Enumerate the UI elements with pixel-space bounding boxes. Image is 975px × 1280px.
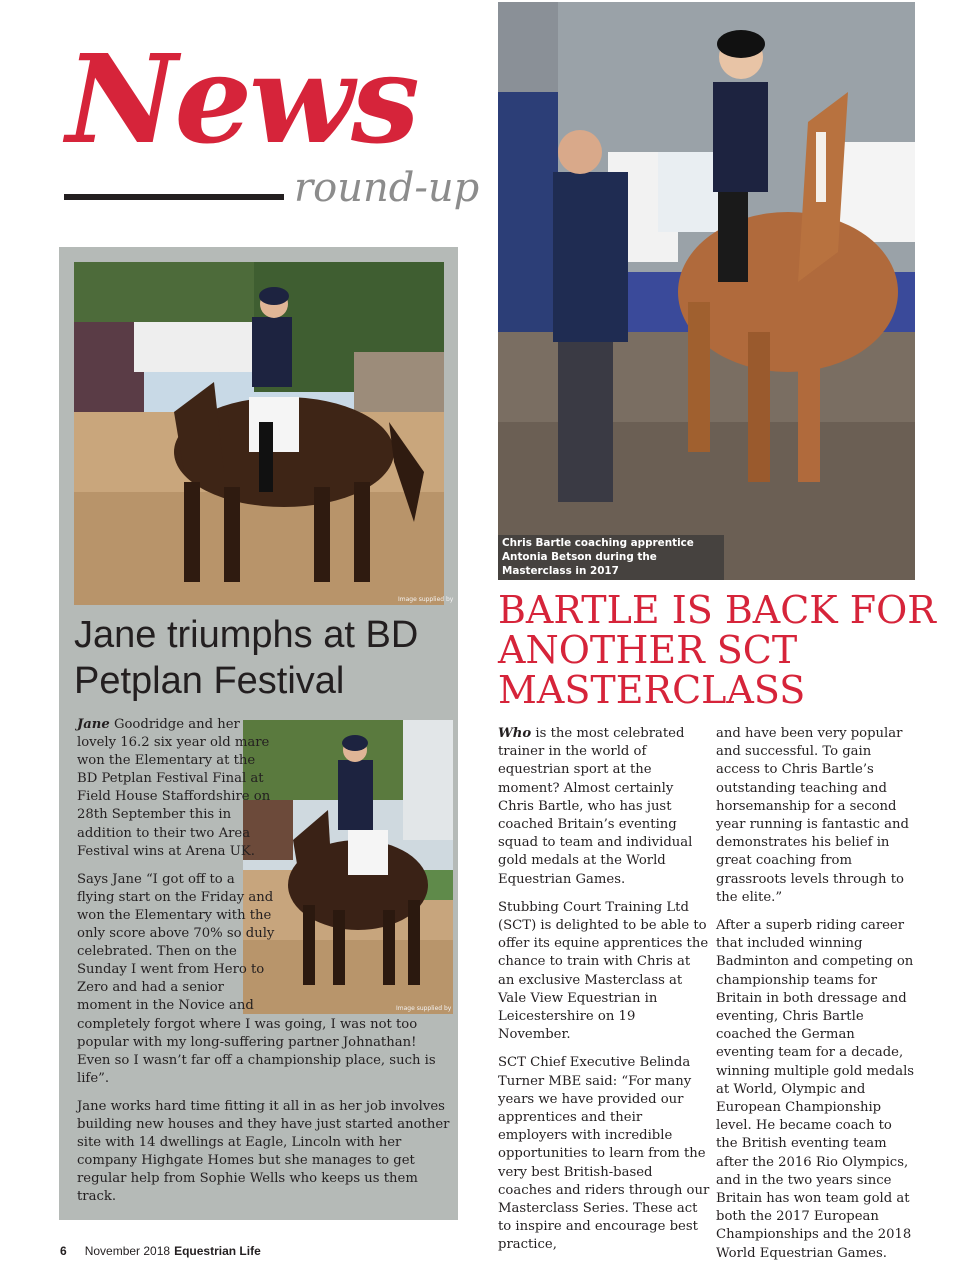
masthead-title: News [66, 27, 417, 171]
bartle-paragraph-1: Who is the most celebrated trainer in the world of equestrian sport at the moment? Almost certainly Chris Bartle, who has just coached Britain’s eventing squad to team and individual gold medals at the World Equestrian Games. [498, 726, 693, 887]
masthead-subtitle: round-up [294, 165, 480, 211]
jane-headline: Jane triumphs at BD Petplan Festival [74, 614, 419, 702]
jane-lead-word: Jane [77, 717, 110, 732]
jane-dressage-photo-credit: Image supplied by [398, 596, 454, 603]
bartle-headline: BARTLE IS BACK FOR ANOTHER SCT MASTERCLASS [498, 588, 936, 712]
bartle-paragraph-5: After a superb riding career that included winning Badminton and competing on championship teams for Britain in both dressage and eventing, Chris Bartle coached the German eventing team for a decade, winning multiple gold medals at World, Olympic and European Championship level. He became coach to the British eventing team after the 2016 Rio Olympics, and in the two years since Britain has won team gold at both the 2017 European Championships and the 2018 World Equestrian Games. [716, 918, 915, 1261]
coaching-photo-caption: Chris Bartle coaching apprentice Antonia Betson during the Masterclass in 2017 [498, 535, 724, 580]
bartle-lead-word: Who [498, 726, 532, 741]
inline-photo-wrap-spacer [282, 716, 454, 1006]
jane-inline-photo-credit: Image supplied by [396, 1005, 452, 1012]
bartle-column-1 [498, 725, 710, 1265]
bartle-paragraph-4: and have been very popular and successful. To gain access to Chris Bartle’s outstanding teaching and horsemanship for a second year running is fantastic and demonstrates his belief in great coaching from grassroots levels through to the elite.” [716, 726, 909, 905]
jane-paragraph-1: Jane Goodridge and her lovely 16.2 six year old mare won the Elementary at the BD Petplan Festival Final at Field House Staffordshire on 28th September this in addition to their two Area Festival wins at Arena UK. [77, 717, 271, 859]
coaching-photo [498, 2, 915, 580]
masthead-rule [64, 194, 284, 200]
page-footer [60, 1244, 261, 1258]
jane-paragraph-2: Says Jane “I got off to a flying start on the Friday and won the Elementary with the only score above 70% so duly celebrated. Then on the Sunday I went from Hero to Zero and had a senior moment in the Novice and completely forgot where I was going, I was not too popular with my long-suffering partner Johnathan! Even so I wasn’t far off a championship place, such is life”. [77, 871, 436, 1086]
jane-dressage-photo [74, 262, 444, 605]
bartle-paragraph-2: Stubbing Court Training Ltd (SCT) is delighted to be able to offer its equine apprentices the chance to train with Chris at an exclusive Masterclass at Vale View Equestrian in Leicestershire on 19 November. [498, 899, 709, 1043]
bartle-column-2 [716, 725, 916, 1273]
jane-article-body [77, 716, 451, 1216]
jane-paragraph-3: Jane works hard time fitting it all in as her job involves building new houses and they have just started another site with 14 dwellings at Eagle, Lincoln with her company Highgate Homes but she manages to get regular help from Sophie Wells who keeps us them track. [77, 1098, 450, 1205]
issue-date: November 2018 [84, 1244, 171, 1258]
page-number: 6 [60, 1244, 67, 1258]
bartle-paragraph-3: SCT Chief Executive Belinda Turner MBE said: “For many years we have provided our apprentices and their employers with incredible opportunities to learn from the very best British-based coaches and riders through our Masterclass Series. These act to inspire and encourage best practice, [498, 1055, 710, 1253]
magazine-name: Equestrian Life [174, 1244, 261, 1258]
